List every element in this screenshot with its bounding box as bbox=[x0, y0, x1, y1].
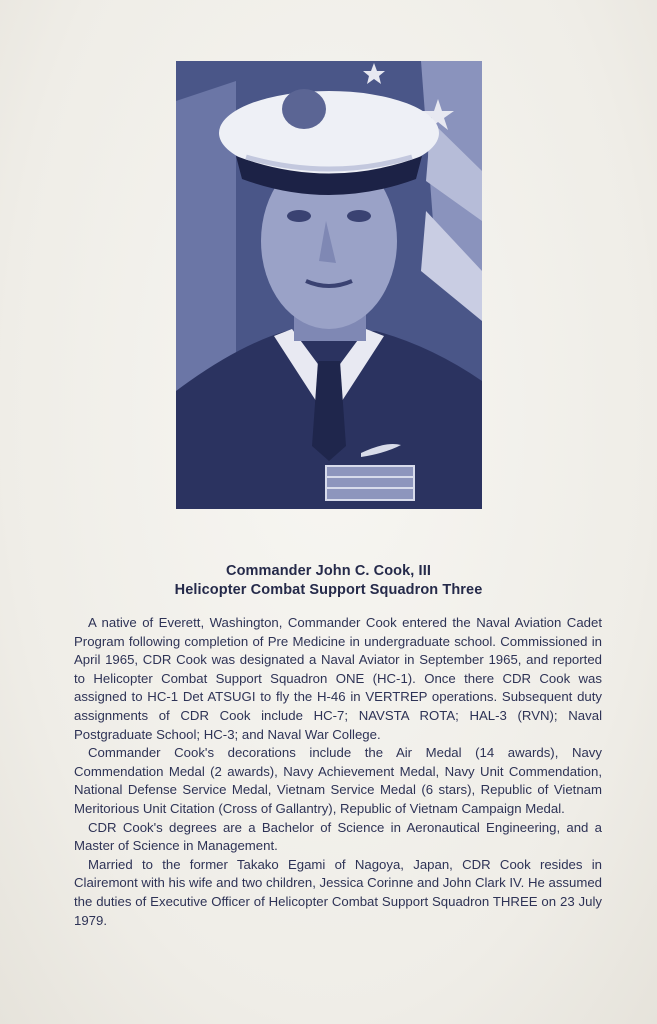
unit-heading: Helicopter Combat Support Squadron Three bbox=[174, 582, 483, 598]
bio-paragraph-decorations: Commander Cook's decorations include the Air Medal (14 awards), Navy Commendation Medal (2 awards), Navy Achievement Medal, Navy Unit Commendation, National Defense Service Medal, Vietnam Service Medal (6 stars), Republic of Vietnam Meritorious Unit Citation (Cross of Gallantry), Republic of Vietnam Campaign Medal. bbox=[74, 745, 602, 816]
bio-paragraph-career: A native of Everett, Washington, Commander Cook entered the Naval Aviation Cadet Program following completion of Pre Medicine in undergraduate school. Commissioned in April 1965, CDR Cook was designated a Naval Aviator in September 1965, and reported to Helicopter Combat Support Squadron ONE (HC-1). Once there CDR Cook was assigned to HC-1 Det ATSUGI to fly the H-46 in VERTREP operations. Subsequent duty assignments of CDR Cook include HC-7; NAVSTA ROTA; HAL-3 (RVN); Naval Postgraduate School; HC-3; and Naval War College. bbox=[74, 615, 602, 742]
name-heading: Commander John C. Cook, III bbox=[226, 563, 431, 579]
portrait-photo bbox=[176, 61, 482, 509]
bio-paragraph-degrees: CDR Cook's degrees are a Bachelor of Science in Aeronautical Engineering, and a Master of Science in Management. bbox=[74, 819, 602, 854]
bio-paragraph-family: Married to the former Takako Egami of Nagoya, Japan, CDR Cook resides in Clairemont with his wife and two children, Jessica Corinne and John Clark IV. He assumed the duties of Executive Officer of Helicopter Combat Support Squadron THREE on 23 July 1979. bbox=[74, 856, 602, 928]
biography-text bbox=[74, 614, 602, 930]
